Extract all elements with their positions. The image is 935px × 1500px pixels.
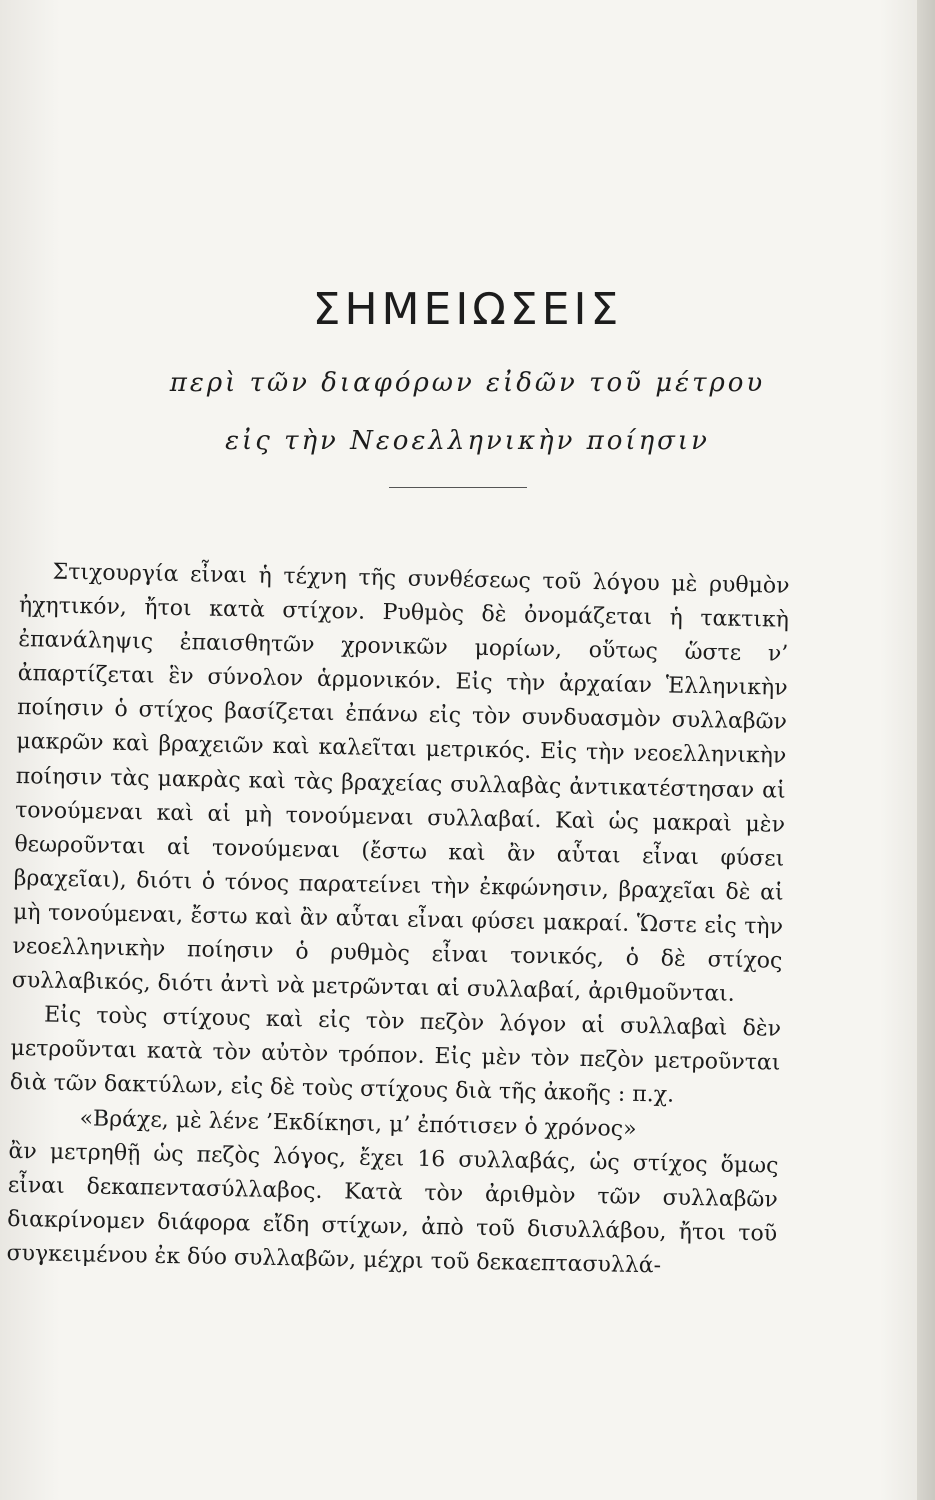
page-title: ΣΗΜΕΙΩΣΕΙΣ [312,284,623,335]
subtitle-line-1: περὶ τῶν διαφόρων εἰδῶν τοῦ μέτρου [169,368,766,398]
page-header [0,285,935,488]
paragraph-continuation: ἂν μετρηθῇ ὡς πεζὸς λόγος, ἔχει 16 συλλαβάς, ὡς στίχος ὅμως εἶναι δεκαπεντασύλλαβος. Κατὰ τὸν ἀριθμὸν τῶν συλλαβῶν διακρίνομεν διάφορα εἴδη στίχων, ἀπὸ τοῦ δισυλλάβου, ἤτοι τοῦ συγκειμένου ἐκ δύο συλλαβῶν, μέχρι τοῦ δεκαεπτασυλλά- [6,1138,779,1279]
section-divider [389,487,527,488]
book-spine-edge [917,0,935,1500]
paragraph-1: Στιχουργία εἶναι ἡ τέχνη τῆς συνθέσεως τοῦ λόγου μὲ ρυθμὸν ἠχητικόν, ἤτοι κατὰ στίχον. Ρυθμὸς δὲ ὀνομάζεται ἡ τακτικὴ ἐπανάληψις ἐπαισθητῶν χρονικῶν μορίων, οὕτως ὥστε ν’ ἀπαρτίζεται ἓν σύνολον ἁρμονικόν. Εἰς τὴν ἀρχαίαν Ἑλληνικὴν ποίησιν ὁ στίχος βασίζεται ἐπάνω εἰς τὸν συνδυασμὸν συλλαβῶν μακρῶν καὶ βραχειῶν καὶ καλεῖται μετρικός. Εἰς τὴν νεοελληνικὴν ποίησιν τὰς μακρὰς καὶ τὰς βραχείας συλλαβὰς ἀντικατέστησαν αἱ τονούμεναι καὶ αἱ μὴ τονούμεναι συλλαβαί. Καὶ ὡς μακραὶ μὲν θεωροῦνται αἱ τονούμεναι (ἔστω καὶ ἂν αὗται εἶναι φύσει βραχεῖαι), διότι ὁ τόνος παρατείνει τὴν ἐκφώνησιν, βραχεῖαι δὲ αἱ μὴ τονούμεναι, ἔστω καὶ ἂν αὗται εἶναι φύσει μακραί. Ὥστε εἰς τὴν νεοελληνικὴν ποίησιν ὁ ρυθμὸς εἶναι τονικός, ὁ δὲ στίχος συλλαβικός, διότι ἀντὶ νὰ μετρῶνται αἱ συλλαβαί, ἀριθμοῦνται. [11,559,790,1007]
body-text [6,555,790,1286]
subtitle-line-2: εἰς τὴν Νεοελληνικὴν ποίησιν [225,426,710,456]
paragraph-2: Εἰς τοὺς στίχους καὶ εἰς τὸν πεζὸν λόγον αἱ συλλαβαὶ δὲν μετροῦνται κατὰ τὸν αὐτὸν τρόπον. Εἰς μὲν τὸν πεζὸν μετροῦνται διὰ τῶν δακτύλων, εἰς δὲ τοὺς στίχους διὰ τῆς ἀκοῆς : π.χ. [9,1002,782,1109]
verse-quote: «Βράχε, μὲ λένε ’Εκδίκησι, μ’ ἐπότισεν ὁ χρόνος» [79,1105,637,1142]
